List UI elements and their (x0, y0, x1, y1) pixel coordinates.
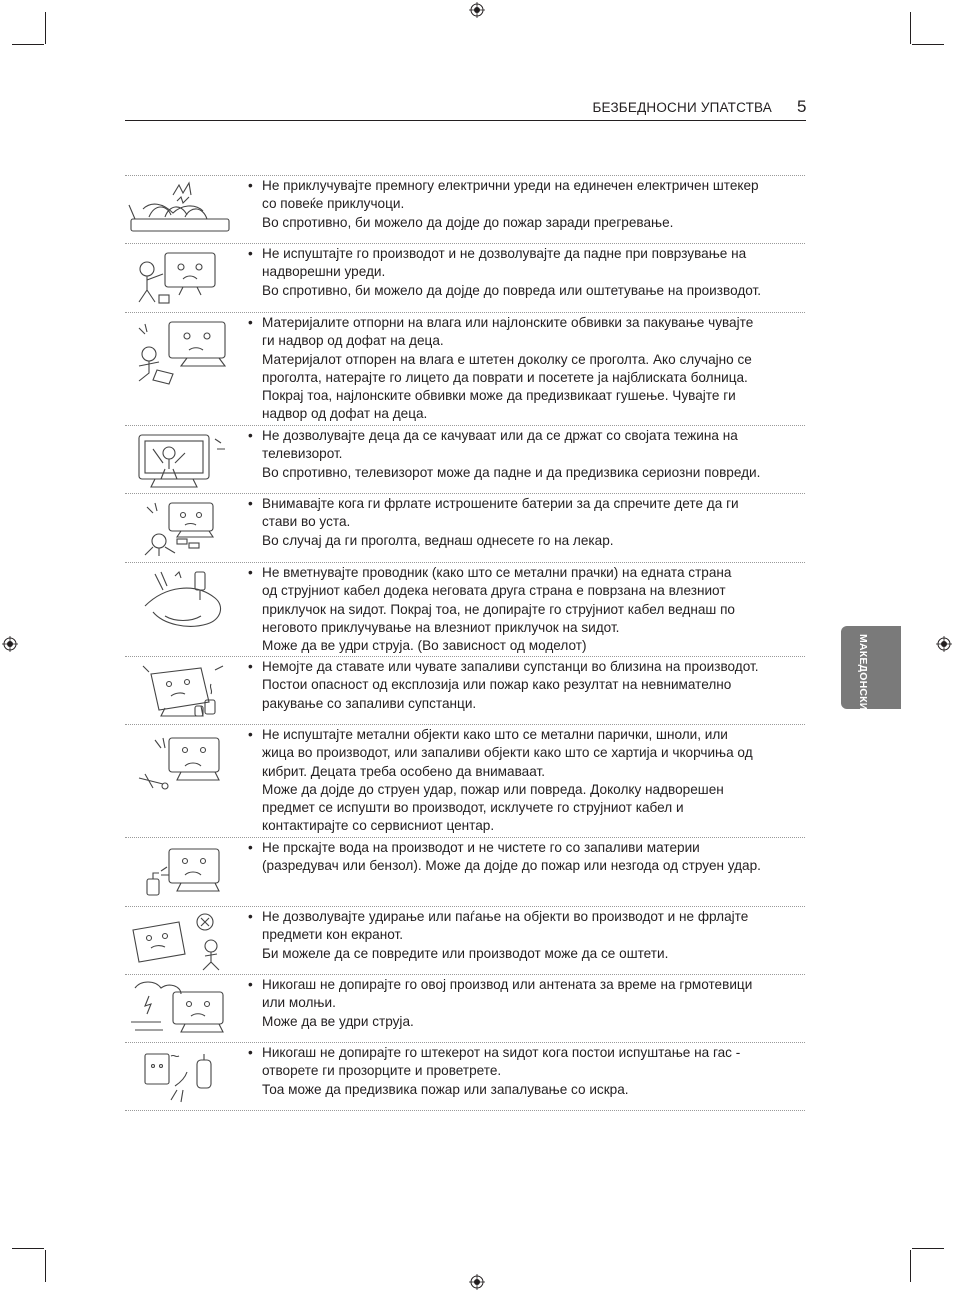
text-line: Може да ве удри струја. (262, 1013, 414, 1029)
safety-item-text (248, 839, 808, 876)
language-tab (841, 626, 901, 709)
gas-leak-outlet-icon (125, 1046, 237, 1108)
text-line: Не приклучувајте премногу електрични уреди на единечен електричен штекер (262, 178, 759, 193)
text-line: Не прскајте вода на производот и не чистете го со запаливи материи (262, 840, 700, 855)
safety-item (125, 974, 805, 1042)
text-line: Во случај да ги проголта, веднаш однесете го на лекар. (262, 532, 614, 548)
bullet-icon: • (248, 1045, 253, 1060)
safety-item (125, 425, 805, 493)
bullet-icon: • (248, 727, 253, 742)
spray-water-icon (125, 841, 237, 903)
text-line: Во спротивно, телевизорот може да падне и да предизвика сериозни повреди. (262, 464, 761, 480)
registration-mark-icon (936, 636, 952, 652)
safety-item-text (248, 427, 808, 482)
language-tab-label: МАКЕДОНСКИ (857, 634, 869, 711)
bullet-icon: • (248, 496, 253, 511)
text-line: Материјалите отпорни на влага или најлонските обвивки за пакување чувајте (262, 315, 754, 330)
page-number: 5 (797, 97, 807, 116)
safety-item-text (248, 177, 808, 232)
text-line: Не испуштајте метални објекти како што се метални парички, шноли, или (262, 727, 728, 742)
text-line: со повеќе приклучоци. (262, 196, 405, 212)
text-line: жица во производот, или запаливи објекти како што се хартија и чкорчиња од (262, 745, 753, 761)
safety-item-text (248, 658, 808, 713)
section-title: БЕЗБЕДНОСНИ УПАТСТВА (592, 100, 772, 115)
registration-mark-icon (2, 636, 18, 652)
text-line: или молњи. (262, 995, 336, 1011)
text-line: неговото приклучување на влезниот приклучок на ѕидот. (262, 619, 620, 635)
flammable-substances-icon (125, 660, 237, 722)
conductor-plug-icon (125, 566, 237, 636)
safety-item-text (248, 245, 808, 300)
registration-mark-icon (469, 2, 485, 18)
bullet-icon: • (248, 659, 253, 674)
bullet-icon: • (248, 840, 253, 855)
text-line: Покрај тоа, најлонските обвивки може да предизвикаат гушење. Чувајте ги (262, 388, 736, 404)
safety-item (125, 562, 805, 656)
crop-mark (12, 1248, 44, 1249)
safety-item (125, 837, 805, 906)
text-line: Во спротивно, би можело да дојде до повреда или оштетување на производот. (262, 282, 762, 298)
text-line: Не вметнувајте проводник (како што се метални прачки) на едната страна (262, 565, 732, 580)
lightning-storm-icon (125, 978, 237, 1040)
bullet-icon: • (248, 428, 253, 443)
safety-item-text (248, 314, 808, 424)
crop-mark (910, 1250, 911, 1282)
crop-mark (45, 12, 46, 44)
safety-item-text (248, 1044, 808, 1099)
text-line: Немојте да ставате или чувате запаливи супстанци во близина на производот. (262, 659, 759, 674)
text-line: Не дозволувајте удирање или паѓање на објекти во производот и не фрлајте (262, 909, 749, 924)
crop-mark (45, 1250, 46, 1282)
safety-item (125, 243, 805, 312)
safety-item (125, 1042, 805, 1111)
crop-mark (910, 12, 911, 44)
safety-item-text (248, 726, 808, 836)
crop-mark (912, 1248, 944, 1249)
bullet-icon: • (248, 315, 253, 330)
bullet-icon: • (248, 977, 253, 992)
safety-item-text (248, 908, 808, 963)
registration-mark-icon (469, 1274, 485, 1290)
power-strip-overload-icon (125, 179, 237, 241)
bullet-icon: • (248, 246, 253, 261)
child-battery-icon (125, 497, 237, 559)
text-line: надвор од дофат на деца. (262, 406, 428, 422)
text-line: Никогаш не допирајте го штекерот на ѕидот кога постои испуштање на гас - (262, 1045, 741, 1060)
text-line: (разредувач или бензол). Може да дојде до пожар или незгода од струен удар. (262, 858, 761, 874)
text-line: Никогаш не допирајте го овој производ или антената за време на грмотевици (262, 977, 753, 992)
text-line: приклучок на ѕидот. Покрај тоа, не допирајте го струјниот кабел веднаш по (262, 601, 735, 617)
safety-item-text (248, 564, 808, 655)
safety-item (125, 906, 805, 974)
safety-item (125, 493, 805, 562)
text-line: предмет се испушти во производот, исклучете го струјниот кабел и (262, 800, 684, 816)
text-line: кибрит. Децата треба особено да внимаваат. (262, 763, 545, 779)
safety-instructions-table (125, 175, 805, 1111)
text-line: Материјалот отпорен на влага е штетен доколку се проголта. Ако случајно се (262, 351, 752, 367)
text-line: предмети кон екранот. (262, 927, 404, 943)
text-line: ги надвор од дофат на деца. (262, 333, 444, 349)
crop-mark (12, 44, 44, 45)
text-line: Не испуштајте го производот и не дозволувајте да падне при поврзување на (262, 246, 747, 261)
header-divider (125, 120, 806, 121)
text-line: телевизорот. (262, 446, 343, 462)
text-line: отворете ги прозорците и проветрете. (262, 1063, 502, 1079)
text-line: Во спротивно, би можело да дојде до пожар заради прегревање. (262, 214, 674, 230)
bullet-icon: • (248, 909, 253, 924)
safety-item (125, 312, 805, 425)
safety-item-text (248, 976, 808, 1031)
crop-mark (912, 44, 944, 45)
text-line: надворешни уреди. (262, 264, 386, 280)
safety-item (125, 175, 805, 243)
child-pulling-tv-icon (125, 247, 237, 309)
text-line: Може да дојде до струен удар, пожар или повреда. Доколку надворешен (262, 781, 724, 797)
bullet-icon: • (248, 178, 253, 193)
bullet-icon: • (248, 565, 253, 580)
text-line: Тоа може да предизвика пожар или запалување со искра. (262, 1081, 629, 1097)
ball-hitting-tv-icon (125, 910, 237, 972)
text-line: Може да ве удри струја. (Во зависност од моделот) (262, 638, 587, 654)
text-line: стави во уста. (262, 514, 351, 530)
safety-item-text (248, 495, 808, 550)
text-line: Би можеле да се повредите или производот може да се оштети. (262, 945, 669, 961)
text-line: Не дозволувајте деца да се качуваат или да се држат со својата тежина на (262, 428, 738, 443)
text-line: од струјниот кабел додека неговата друга страна е поврзана на влезниот (262, 583, 726, 599)
safety-item (125, 724, 805, 837)
text-line: проголта, натерајте го лицето да поврати и посетете ја најблиската болница. (262, 369, 748, 385)
metal-objects-icon (125, 728, 237, 798)
child-plastic-bag-icon (125, 316, 237, 386)
safety-item (125, 656, 805, 724)
text-line: ракување со запаливи супстанци. (262, 695, 477, 711)
text-line: Внимавајте кога ги фрлате истрошените батерии за да спречите дете да ги (262, 496, 739, 511)
text-line: контактирајте со сервисниот центар. (262, 818, 495, 834)
child-climbing-tv-icon (125, 429, 237, 491)
text-line: Постои опасност од експлозија или пожар како резултат на невнимателно (262, 677, 732, 693)
